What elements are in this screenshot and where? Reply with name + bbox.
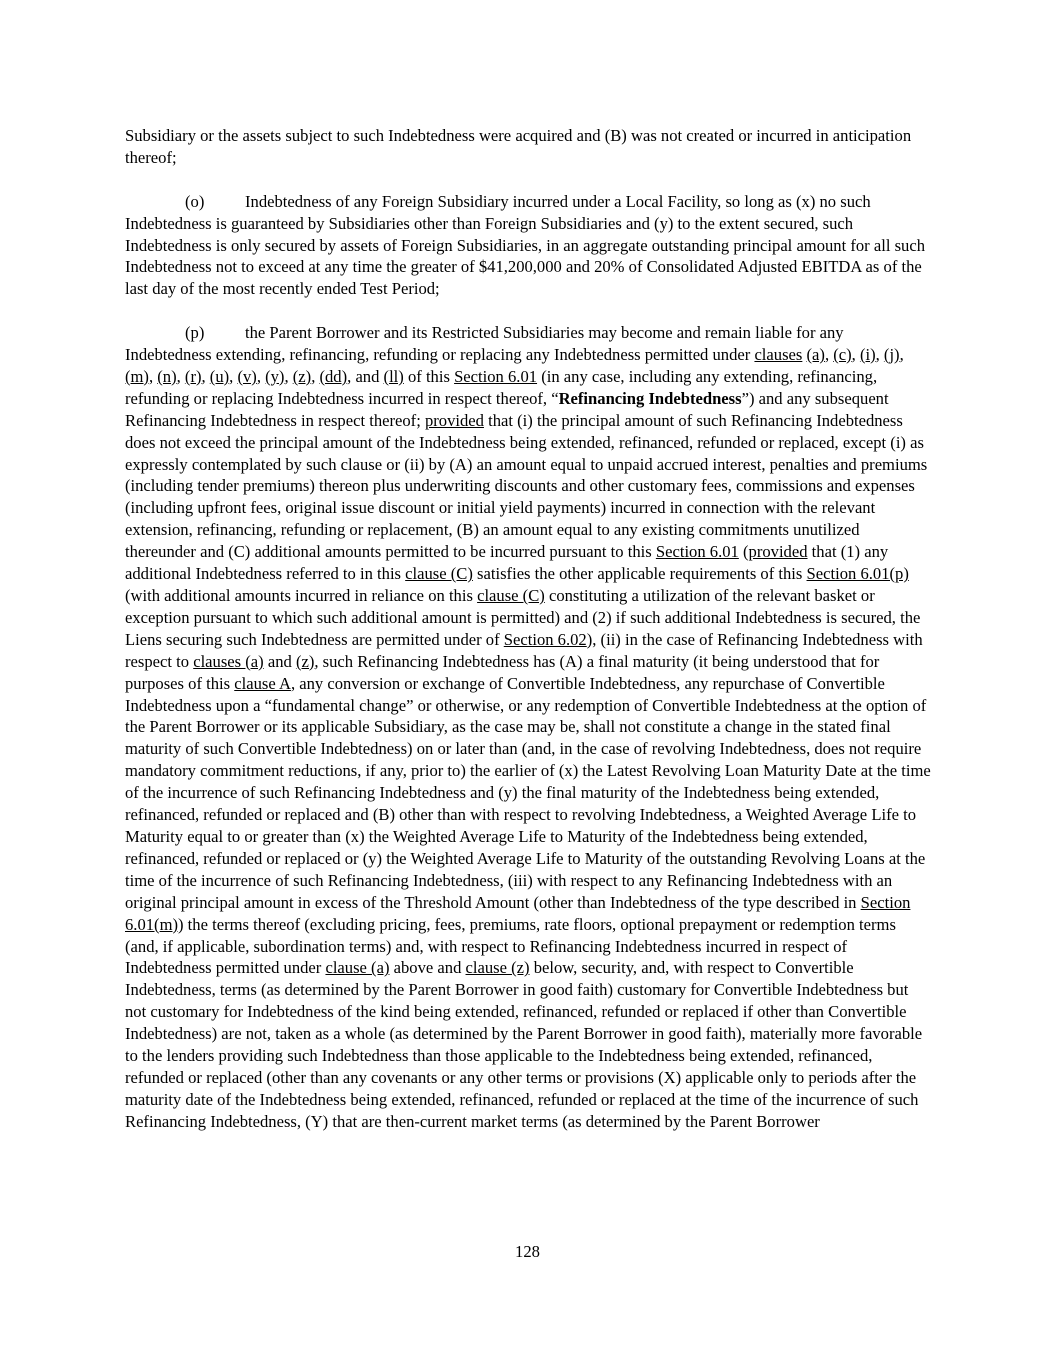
xref-clause-dd: (dd) — [319, 366, 348, 386]
text-span: , — [311, 366, 320, 386]
text-span: , — [229, 366, 238, 386]
xref-clauses-a: clauses (a) — [193, 651, 264, 671]
text-span: that (1) any additional Indebtedness referred to in this — [125, 542, 889, 584]
text-span: ) the terms thereof (excluding pricing, fees, premiums, rate floors, optional prepayment or redemption terms (and, if applicable, subordination terms) and, with respect to Refinancing Indebtedness incurred in respect of Indebtedness permitted under — [125, 914, 896, 978]
xref-clause-r: (r) — [184, 366, 202, 386]
text-span: and — [263, 651, 296, 671]
text-span: (with additional amounts incurred in reliance on this — [125, 586, 478, 605]
xref-section-6-02: Section 6.02 — [503, 629, 587, 649]
text-span: (in any case, including any extending, refinancing, refunding or replacing Indebtedness incurred in respect thereof, “ — [125, 366, 878, 408]
xref-clause-a: clause (a) — [325, 958, 390, 978]
xref-clause-u: (u) — [209, 366, 230, 386]
paragraph-o — [125, 191, 933, 301]
text-span: constituting a utilization of the relevant basket or exception pursuant to which such additional amount is permitted) and (2) if such additional Indebtedness is secured, the Liens securing such Indebtedness are permitted under of — [125, 586, 921, 649]
xref-clause-n: (n) — [157, 366, 177, 386]
paragraph-o-text: Indebtedness of any Foreign Subsidiary incurred under a Local Facility, so long as (x) no such Indebtedness is guaranteed by Subsidiaries other than Foreign Subsidiaries and (y) to the extent secured, such Indebtedness is only secured by assets of Foreign Subsidiaries, in an aggregate outstanding principal amount for all such Indebtedness not to exceed at any time the greater of $41,200,000 and 20% of Consolidated Adjusted EBITDA as of the last day of the most recently ended Test Period; — [125, 191, 926, 299]
provided-term: provided — [424, 410, 484, 430]
text-span: , — [824, 345, 834, 365]
xref-clauses: clauses — [754, 345, 803, 365]
xref-clause-a: (a) — [806, 345, 825, 365]
defined-term-refinancing-indebtedness: Refinancing Indebtedness — [558, 388, 742, 408]
paragraph-continuation: Subsidiary or the assets subject to such Indebtedness were acquired and (B) was not created or incurred in anticipation thereof; — [125, 126, 912, 167]
text-span: of this — [403, 366, 455, 386]
text-span: , — [256, 366, 266, 386]
text-span: that (i) the principal amount of such Refinancing Indebtedness does not exceed the principal amount of the Indebtedness being extended, refinanced, refunded or replaced, except (i) as expressly contemplated by such clause or (ii) by (A) an amount equal to unpaid accrued interest, penalties and premiums (including tender premiums) thereon plus underwriting discounts and other customary fees, commissions and expenses (including upfront fees, original issue discount or initial yield payments) incurred in connection with the relevant extension, refinancing, refunding or replacement, (B) an amount equal to any existing commitments unutilized thereunder and (C) additional amounts permitted to be incurred pursuant to this — [125, 410, 928, 562]
text-span: , and — [347, 366, 384, 386]
xref-section-6-01-m: Section 6.01(m) — [125, 892, 911, 934]
xref-clause-z: (z) — [295, 651, 315, 671]
xref-clause-c: (c) — [833, 345, 852, 365]
text-span: ( — [738, 542, 749, 562]
paragraph-p — [125, 322, 933, 1133]
text-span: ”) and any subsequent Refinancing Indebtedness in respect thereof; — [125, 388, 889, 430]
xref-clause-y: (y) — [265, 366, 285, 386]
xref-clause-z: clause (z) — [465, 958, 530, 978]
clause-label-p: (p) — [185, 323, 205, 343]
xref-clause-v: (v) — [237, 366, 257, 386]
text-span: , — [899, 345, 904, 365]
text-span: below, security, and, with respect to Convertible Indebtedness, terms (as determined by the Parent Borrower in good faith) customary for Convertible Indebtedness but not customary for Indebtedness of the kind being extended, refinanced, refunded or replaced if other than Convertible Indebtedness) are not, taken as a whole (as determined by the Parent Borrower in good faith), materially more favorable to the lenders providing such Indebtedness than those applicable to the Indebtedness being extended, refinanced, refunded or replaced (other than any covenants or any other terms or provisions (X) applicable only to periods after the maturity date of the Indebtedness being extended, refinanced, refunded or replaced at the time of the incurrence of such Refinancing Indebtedness, (Y) that are then-current market terms (as determined by the Parent Borrower — [125, 958, 923, 1131]
xref-clause-C: clause (C) — [405, 564, 473, 584]
text-span: , — [875, 345, 884, 365]
text-span: , such Refinancing Indebtedness has (A) a final maturity (it being understood that for purposes of this — [125, 651, 880, 693]
xref-clause-i: (i) — [859, 345, 876, 365]
xref-section-6-01: Section 6.01 — [655, 542, 739, 562]
text-span: above and — [389, 958, 466, 978]
xref-clause-m: (m) — [125, 366, 149, 386]
text-span: , — [851, 345, 860, 365]
text-span: , — [176, 366, 185, 386]
xref-clause-z: (z) — [292, 366, 312, 386]
page-number: 128 — [515, 1242, 540, 1261]
xref-section-6-01-p: Section 6.01(p) — [806, 564, 909, 584]
text-span: , — [201, 366, 210, 386]
provided-term: provided — [748, 542, 808, 562]
text-span: satisfies the other applicable requirements of this — [472, 564, 807, 584]
text-span: ), (ii) in the case of Refinancing Indebtedness with respect to — [125, 629, 923, 671]
xref-clause-A: clause A — [234, 673, 291, 693]
xref-section-6-01: Section 6.01 — [454, 366, 538, 386]
body-text — [125, 125, 933, 1133]
xref-clause-ll: (ll) — [383, 366, 404, 386]
xref-clause-j: (j) — [883, 345, 900, 365]
text-span: , — [284, 366, 293, 386]
text-span: , — [148, 366, 158, 386]
xref-clause-C: clause (C) — [477, 586, 545, 605]
text-span: the Parent Borrower and its Restricted Subsidiaries may become and remain liable for any Indebtedness extending, refinancing, refunding or replacing any Indebtedness permitted under — [125, 323, 844, 365]
clause-label-o: (o) — [185, 191, 205, 211]
text-span: , any conversion or exchange of Convertible Indebtedness, any repurchase of Convertible Indebtedness upon a “fundamental change” or otherwise, or any redemption of Convertible Indebtedness at the option of the Parent Borrower or its applicable Subsidiary, as the case may be, shall not constitute a change in the stated final maturity of such Convertible Indebtedness) on or later than (and, in the case of revolving Indebtedness, does not require mandatory commitment reductions, if any, prior to) the earlier of (x) the Latest Revolving Loan Maturity Date at the time of the incurrence of such Refinancing Indebtedness and (y) the final maturity of the Indebtedness being extended, refinanced, refunded or replaced and (B) other than with respect to revolving Indebtedness, a Weighted Average Life to Maturity equal to or greater than (x) the Weighted Average Life to Maturity of the Indebtedness being extended, refinanced, refunded or replaced or (y) the Weighted Average Life to Maturity of the outstanding Revolving Loans at the time of the incurrence of such Refinancing Indebtedness, (iii) with respect to any Refinancing Indebtedness with an original principal amount in excess of the Threshold Amount (other than Indebtedness of the type described in — [125, 673, 931, 912]
